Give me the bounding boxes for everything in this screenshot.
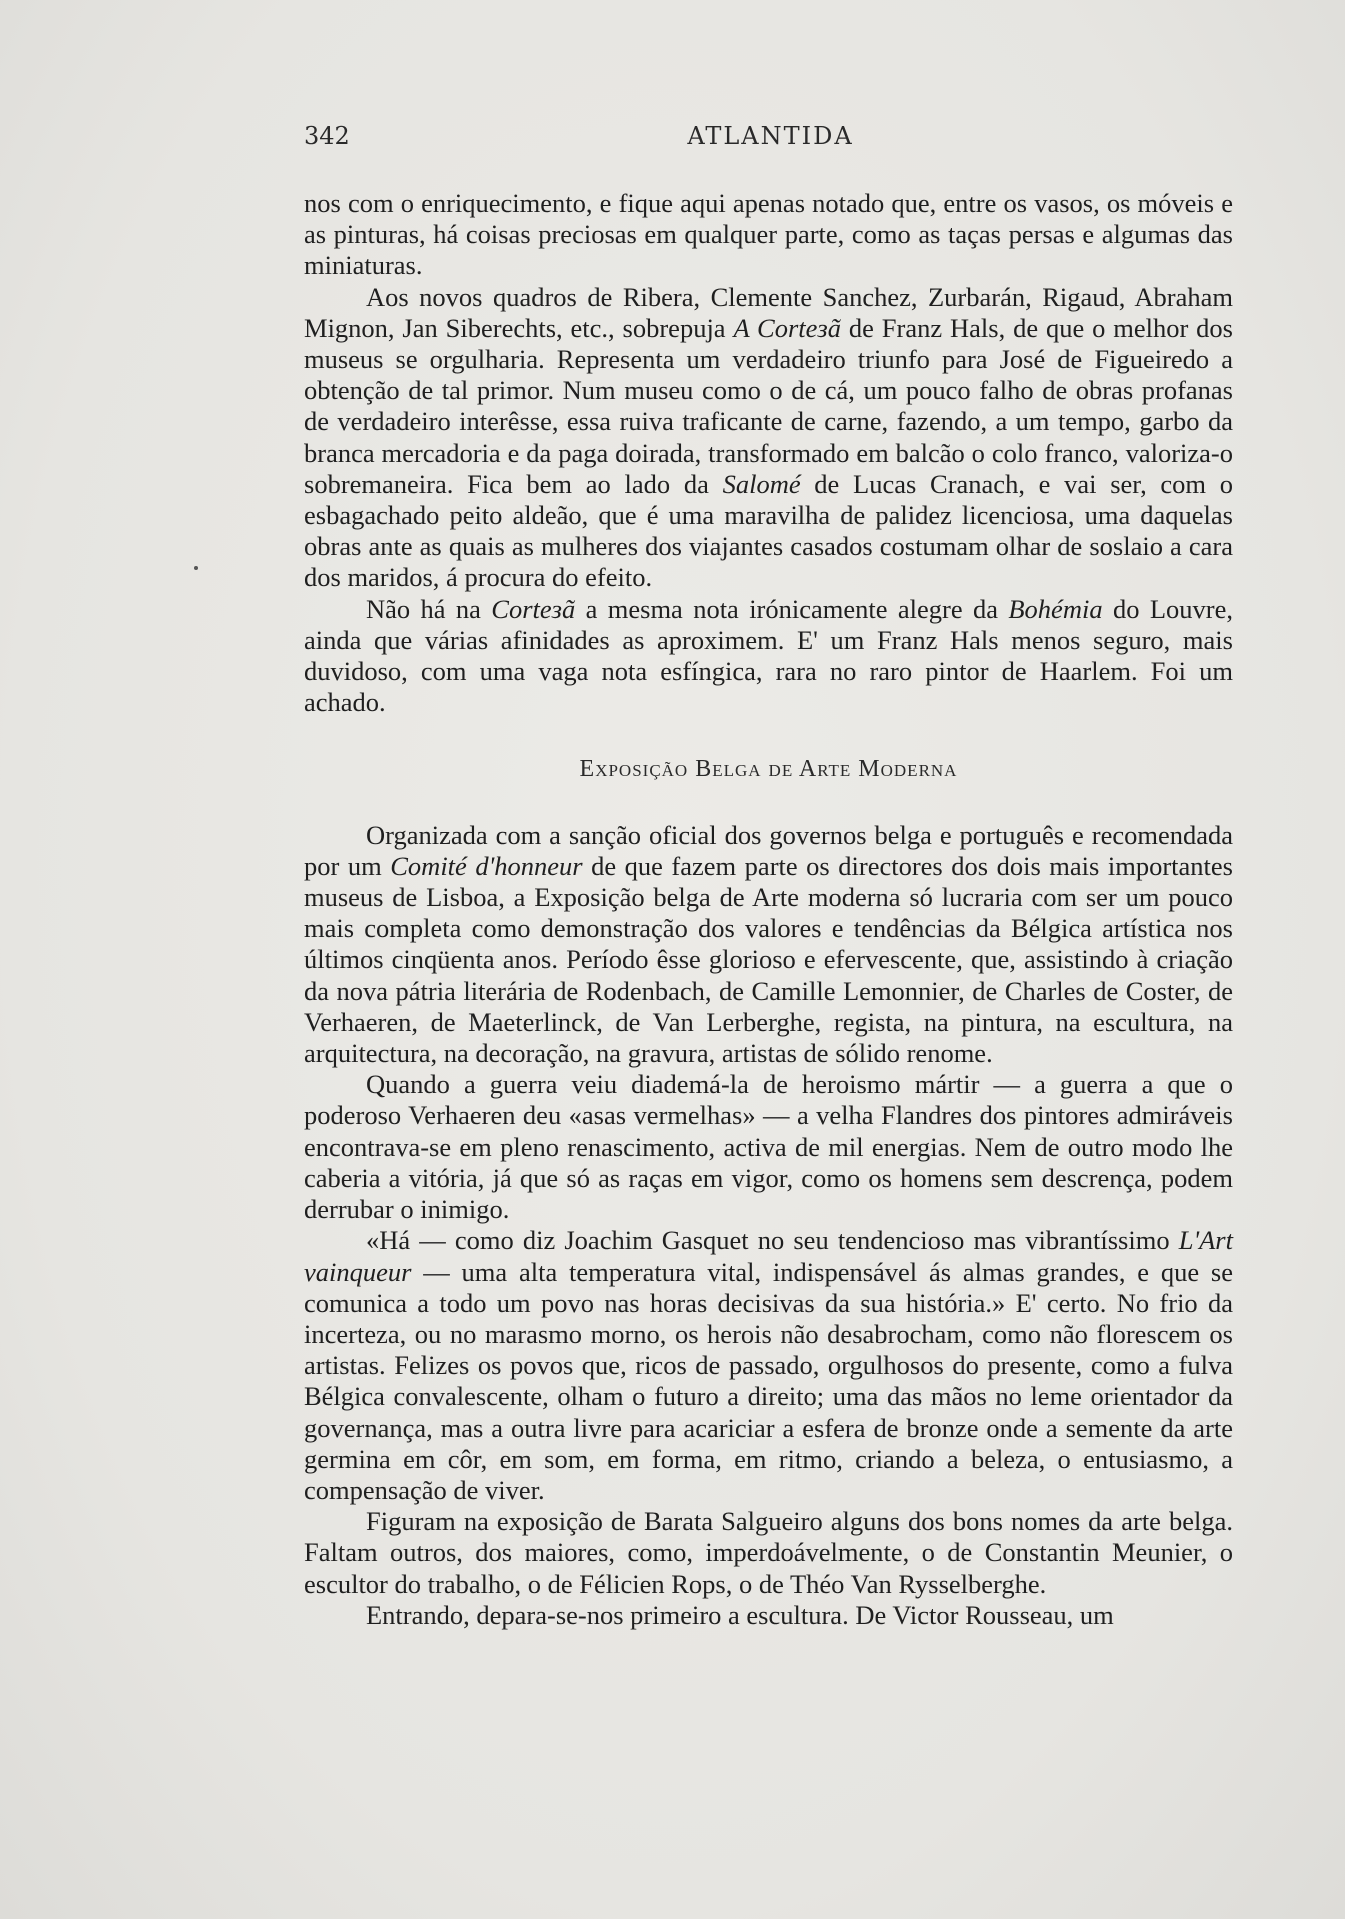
paragraph-6: «Há — como diz Joachim Gasquet no seu tendencioso mas vibrantíssimo L'Art vainqueur — uma alta temperatura vital, indispensável ás almas grandes, e que se comunica a todo um povo nas horas decisivas da sua história.» E' certo. No frio da incerteza, ou no marasmo morno, os herois não desabrocham, como não florescem os artistas. Felizes os povos que, ricos de passado, orgulhosos do presente, como a fulva Bélgica convalescente, olham o futuro a direito; uma das mãos no leme orientador da governança, mas a outra livre para acariciar a esfera de bronze onde a semente da arte germina em côr, em som, em forma, em ritmo, criando a beleza, o entusiasmo, a compensação de viver. <box>304 1225 1233 1505</box>
paragraph-1: nos com o enriquecimento, e fique aqui apenas notado que, entre os vasos, os móveis e as pinturas, há coisas preciosas em qualquer parte, como as taças persas e algumas das miniaturas. <box>304 188 1233 281</box>
paper-speck <box>194 566 198 570</box>
paragraph-2: Aos novos quadros de Ribera, Clemente Sanchez, Zurbarán, Rigaud, Abraham Mignon, Jan Siberechts, etc., sobrepuja A Corteзã de Franz Hals, de que o melhor dos museus se orgulharia. Representa um verdadeiro triunfo para José de Figueiredo a obtenção de tal primor. Num museu como o de cá, um pouco falho de obras profanas de verdadeiro interêsse, essa ruiva traficante de carne, fazendo, a um tempo, garbo da branca mercadoria e da paga doirada, transformado em balcão o colo franco, valoriza-o sobremaneira. Fica bem ao lado da Salomé de Lucas Cranach, e vai ser, com o esbagachado peito aldeão, que é uma maravilha de palidez licenciosa, uma daquelas obras ante as quais as mulheres dos viajantes casados costumam olhar de soslaio a cara dos maridos, á procura do efeito. <box>304 281 1234 593</box>
paragraph-4: Organizada com a sanção oficial dos governos belga e português e recomendada por um Comité d'honneur de que fazem parte os directores dos dois mais importantes museus de Lisboa, a Exposição belga de Arte moderna só lucraria com ser um pouco mais completa como demonstração dos valores e tendências da Bélgica artística nos últimos cinqüenta anos. Período êsse glorioso e efervescente, que, assistindo à criação da nova pátria literária de Rodenbach, de Camille Lemonnier, de Charles de Coster, de Verhaeren, de Maeterlinck, de Van Lerberghe, regista, na pintura, na escultura, na arquitectura, na decoração, na gravura, artistas de sólido renome. <box>304 819 1233 1069</box>
italic-title: L'Art vainqueur <box>304 1225 1233 1287</box>
page-number: 342 <box>304 122 350 150</box>
italic-title: Salomé <box>722 468 801 499</box>
italic-title: A Corteзã <box>733 312 841 343</box>
paragraph-7: Figuram na exposição de Barata Salgueiro alguns dos bons nomes da arte belga. Faltam outros, dos maiores, como, imperdoávelmente, o de Constantin Meunier, o escultor do trabalho, o de Félicien Rops, o de Théo Van Rysselberghe. <box>304 1506 1233 1599</box>
section-heading: Exposição Belga de Arte Moderna <box>579 756 958 783</box>
italic-title: Bohémia <box>1008 593 1103 624</box>
paragraph-8: Entrando, depara-se-nos primeiro a escultura. De Victor Rousseau, um <box>366 1599 1114 1630</box>
body-text <box>304 188 1233 1631</box>
page-header <box>304 118 1237 158</box>
running-title: ATLANTIDA <box>687 122 854 150</box>
paragraph-5: Quando a guerra veiu diademá-la de heroismo mártir — a guerra a que o poderoso Verhaeren deu «asas vermelhas» — a velha Flandres dos pintores admiráveis encontrava-se em pleno renascimento, activa de mil energias. Nem de outro modo lhe caberia a vitória, já que só as raças em vigor, como os homens sem descrença, podem derrubar o inimigo. <box>304 1069 1233 1225</box>
paragraph-3: Não há na Corteзã a mesma nota irónicamente alegre da Bohémia do Louvre, ainda que várias afinidades as aproximem. E' um Franz Hals menos seguro, mais duvidoso, com uma vaga nota esfíngica, rara no raro pintor de Haarlem. Foi um achado. <box>304 593 1233 718</box>
italic-title: Comité d'honneur <box>390 850 583 881</box>
italic-title: Corteзã <box>491 593 576 624</box>
